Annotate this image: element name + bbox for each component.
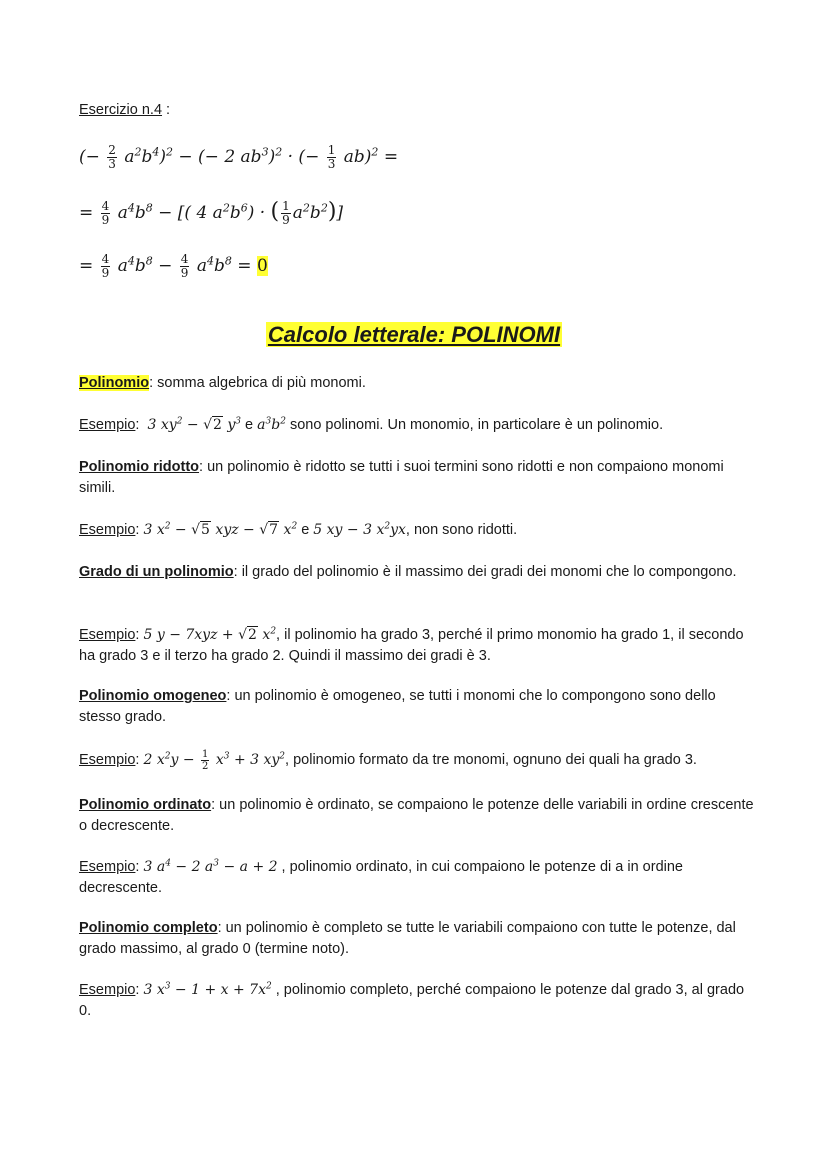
definition-completo: Polinomio completo: un polinomio è completo se tutte le variabili compaiono con tutte le potenze, dal grado massimo, al grado 0 (termine noto). (79, 920, 736, 957)
definition-polinomio: Polinomio: somma algebrica di più monomi. (79, 375, 366, 391)
term-ordinato: Polinomio ordinato (79, 797, 212, 813)
equation-line-3: = $\frac{4}{9}$ $a^4b^8$ − $\frac{4}{9}$ $a^4b^8 = 0$ (79, 252, 268, 280)
term-ridotto: Polinomio ridotto (79, 459, 200, 475)
exercise-suffix: : (162, 102, 171, 118)
exercise-label: Esercizio n.4 (79, 102, 163, 118)
example-4: Esempio: 2 $x^2y$ − $\frac{1}{2}$ $x^3 + 3$ $xy^2$, polinomio formato da tre monomi, ognuno dei quali ha grado 3. (79, 748, 697, 772)
example-3: Esempio: 5 y − 7xyz + √2 $x^2$, il polinomio ha grado 3, perché il primo monomio ha grado 1, il secondo ha grado 3 e il terzo ha grado 2. Quindi il massimo dei gradi è 3. (79, 626, 744, 664)
example-1: Esempio: 3 $xy^2 - √2$ $y^3$ e $a^3b^2$ sono polinomi. Un monomio, in particolare è un polinomio. (79, 416, 664, 433)
term-polinomio: Polinomio (79, 375, 150, 391)
section-title: Calcolo letterale: POLINOMI (267, 322, 561, 347)
term-omogeneo: Polinomio omogeneo (79, 688, 227, 704)
term-completo: Polinomio completo (79, 920, 218, 936)
example-6: Esempio: 3 $x^3 - 1 + x + 7x^2$ , polinomio completo, perché compaiono le potenze dal grado 3, al grado 0. (79, 981, 745, 1019)
term-grado: Grado di un polinomio (79, 564, 234, 580)
example-5: Esempio: 3 $a^4 - 2$ $a^3 - a + 2$ , polinomio ordinato, in cui compaiono le potenze di a in ordine decrescente. (79, 858, 683, 896)
exercise-result: 0 (256, 256, 268, 276)
definition-ridotto: Polinomio ridotto: un polinomio è ridotto se tutti i suoi termini sono ridotti e non compaiono monomi simili. (79, 459, 724, 496)
definition-omogeneo: Polinomio omogeneo: un polinomio è omogeneo, se tutti i monomi che lo compongono sono dello stesso grado. (79, 688, 716, 725)
definition-grado: Grado di un polinomio: il grado del polinomio è il massimo dei gradi dei monomi che lo compongono. (79, 564, 737, 580)
example-2: Esempio: 3 $x^2 - √5$ xyz − √7 $x^2$ e 5 xy − 3 $x^2yx$, non sono ridotti. (79, 521, 518, 538)
definition-ordinato: Polinomio ordinato: un polinomio è ordinato, se compaiono le potenze delle variabili in ordine crescente o decrescente. (79, 797, 754, 834)
equation-line-2: = $\frac{4}{9}$ $a^4b^8$ − [( 4 $a^2b^6$) · ( $\frac{1}{9}$ $a^2b^2$)] (79, 199, 344, 227)
equation-line-1: (− $\frac{2}{3}$ $a^2b^4)^2$ − (− 2 $ab^3)^2$ · (− $\frac{1}{3}$ ab)$^2$ = (79, 143, 399, 171)
exercise-heading (79, 100, 759, 121)
